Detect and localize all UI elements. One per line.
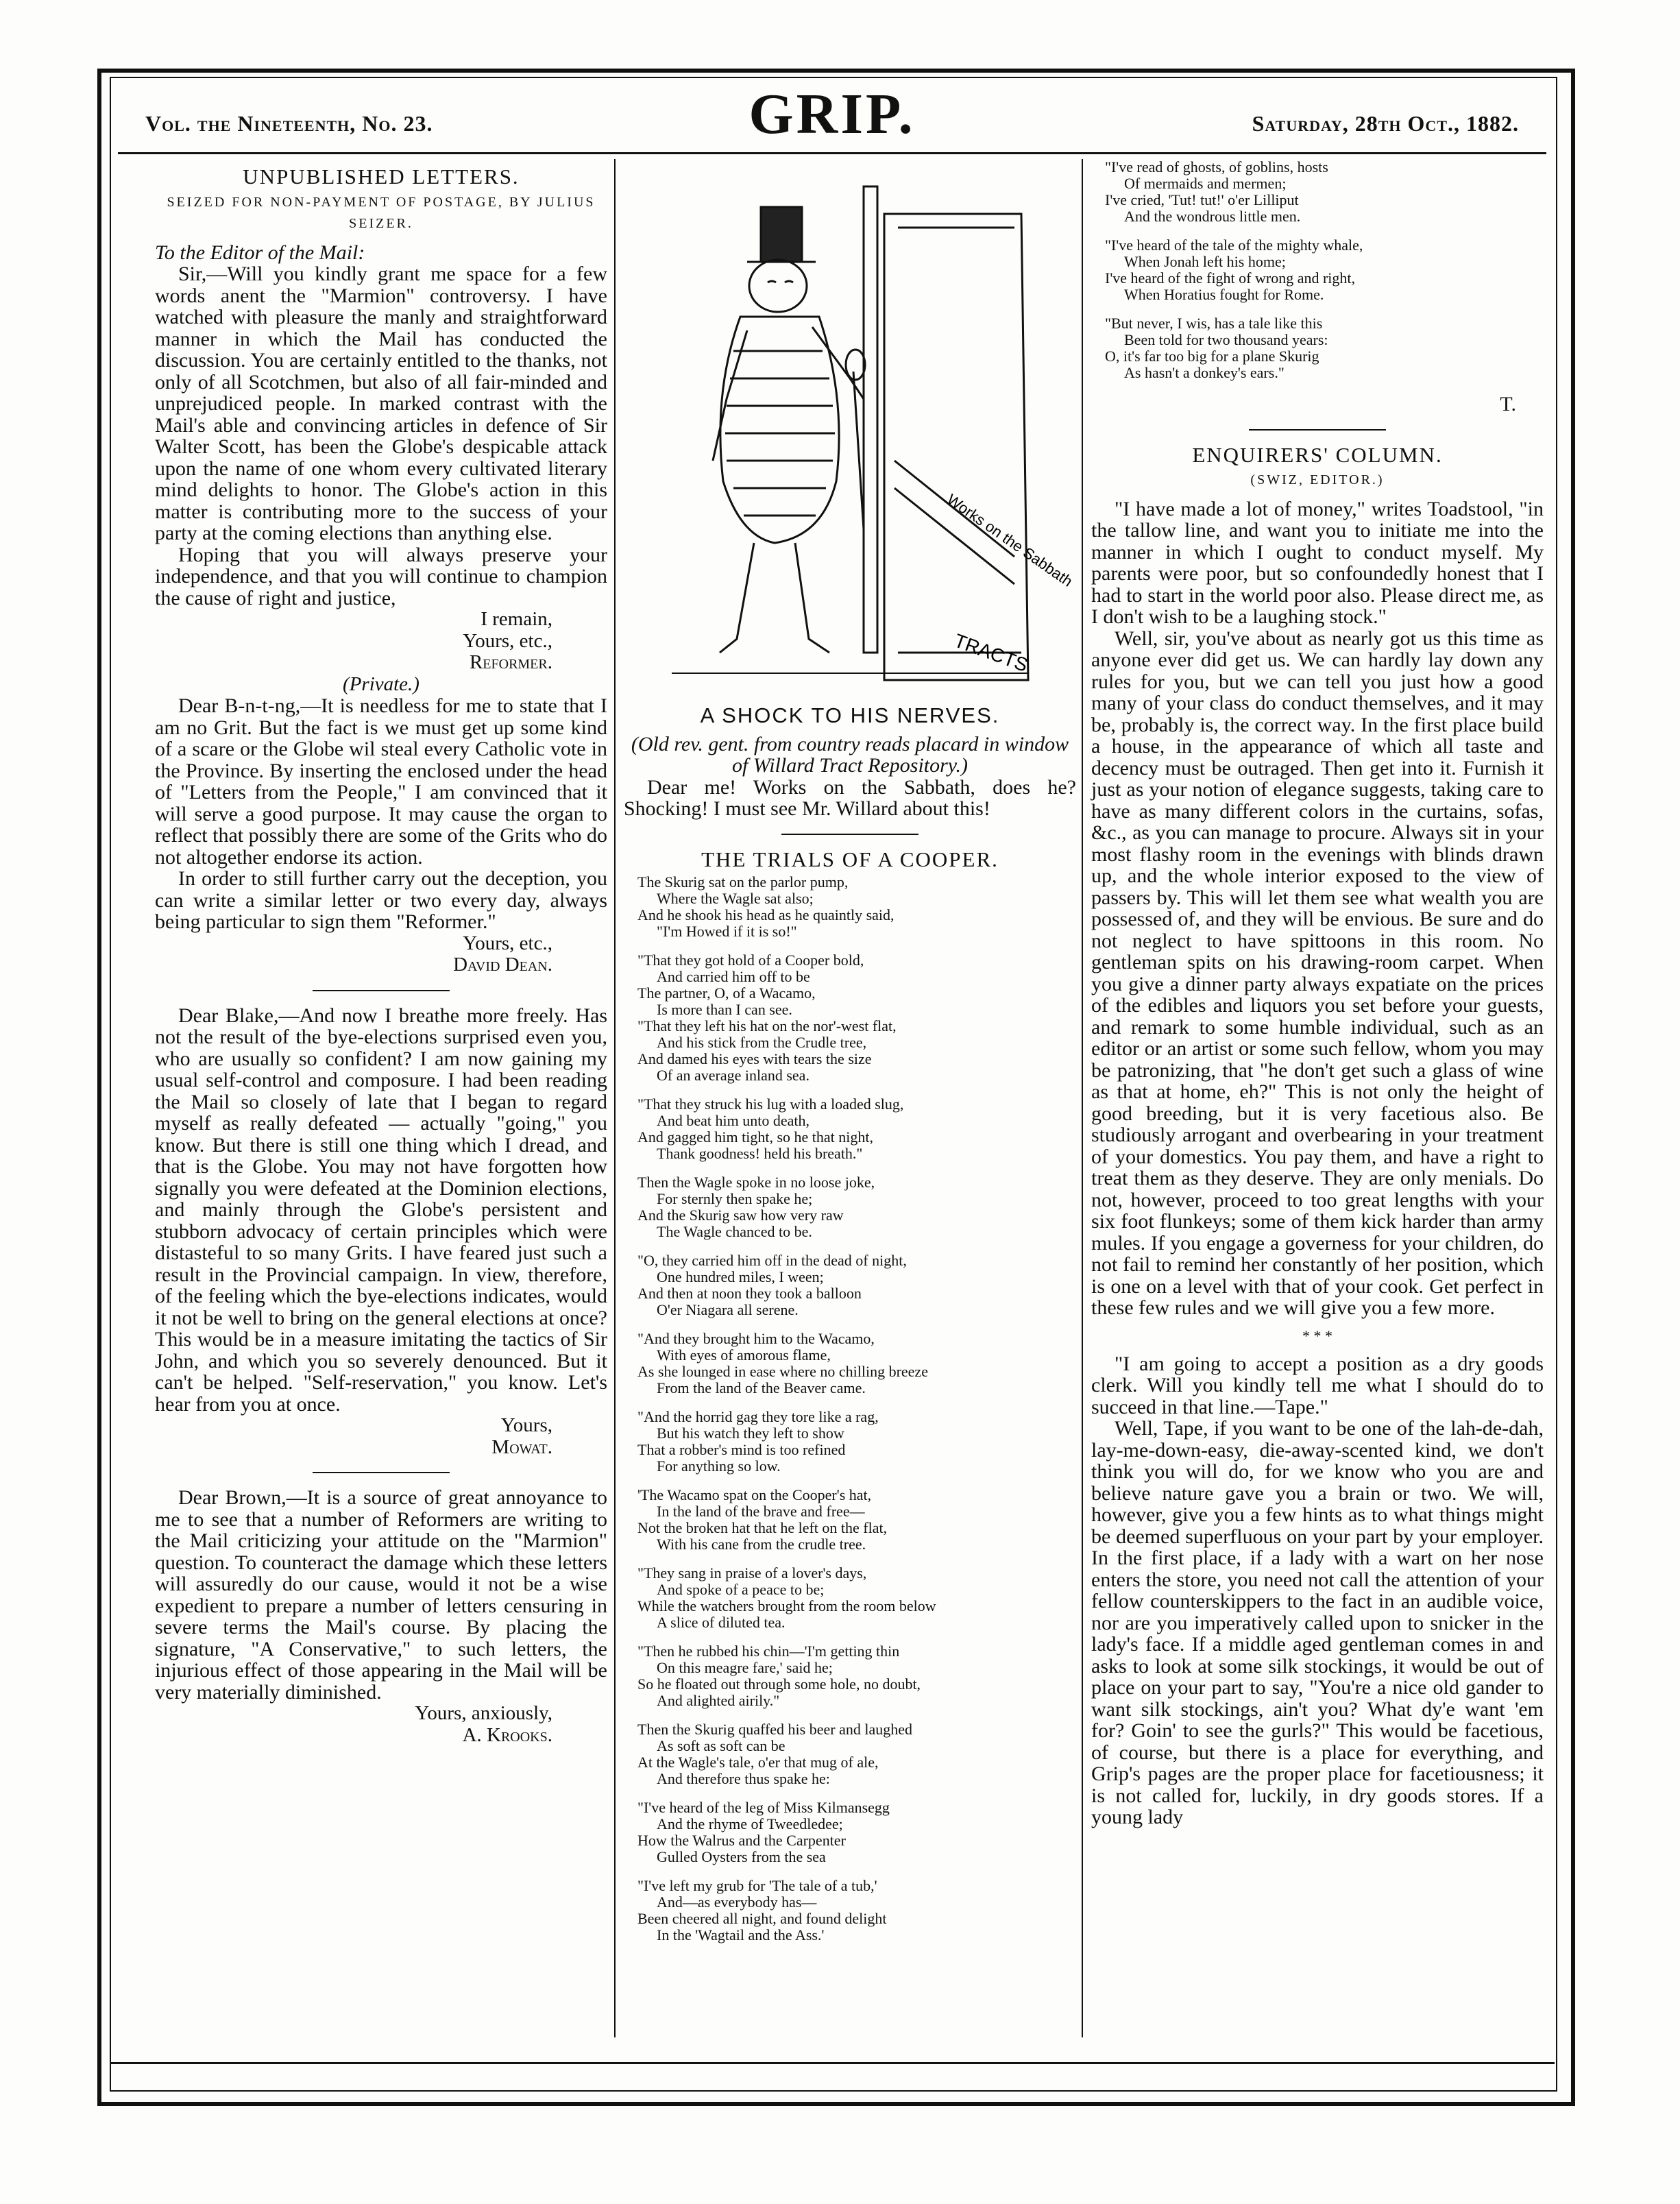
poem-line: And damed his eyes with tears the size: [637, 1050, 872, 1067]
poem-line: In the land of the brave and free—: [657, 1503, 865, 1520]
salutation: To the Editor of the Mail:: [155, 241, 365, 264]
page-bottom-rule: [110, 2062, 1555, 2064]
poem-line: The Skurig sat on the parlor pump,: [637, 873, 849, 891]
poem-line: When Horatius fought for Rome.: [1124, 286, 1324, 303]
answer-text: Well, sir, you've about as nearly got us this time as anyone ever did get us. We can hardly lay down any rules for you, but we can tell you just how a good many of your class do conduct themselves, and it may be, probably is, the correct way. In the first place build a house, in the appearance of which all taste and decency must be outraged. Then get into it. Furnish it just as your notion of elegance suggests, taking care to have as many different colors in the curtains, sofas, &c., as you can manage to procure. Always sit in your most flashy room in the evenings with blinds drawn up, and the whole interior exposed to the view of passers by. This will let them see what wealth you are possessed of, and they will be envious. Be sure and do not neglect to have spittoons in this room. No gentleman spits on his drawing-room carpet. When you give a dinner party always expatiate on the prices of the edibles and liquors you set before your guests, and remark to some humble individual, such as an editor or an artist or some such fellow, whom you may be patronizing, that "he don't get such a glass of wine as that at home, eh?" This is not only the height of good breeding, but it is very facetious also. Be studiously arrogant and overbearing in your treatment of your domestics. You pay them, and have a right to treat them as they deserve. They are only menials. Do not, however, proceed to too great lengths with your six foot flunkeys; some of them kick harder than army mules. If you engage a governess for your children, do not fail to remind her constantly of her position, which is one on a level with that of your cook. Get perfect in these few rules and we will give you a few more.: [1091, 627, 1544, 1319]
poem: [637, 874, 1076, 1943]
answer-text: Well, Tape, if you want to be one of the lah-de-dah, lay-me-down-easy, die-away-scented kind, we don't think you will do, for we know who you are and believe nature gave you a brain or two. We will, however, give you a few hints as to what things might be deemed superfluous on your part by your employer. In the first place, if a lady with a wart on her nose enters the store, you need not call the attention of your fellow counterskippers to the fact in an audible voice, nor are you imperatively called upon to snicker in the lady's face. If a middle aged gentleman comes in and asks to look at some silk stockings, it would be out of place on your part to say, "You're a nice old gander to want silk stockings, ain't you? What dy'e want 'em for? Goin' to see the gurls?" This would be facetious, of course, but there is a place for everything, and Grip's pages are the proper place for facetiousness; it is not called for, luckily, in dry goods stores. If a young lady: [1091, 1417, 1544, 1828]
poem-line: And therefore thus spake he:: [657, 1770, 830, 1787]
poem-line: And his stick from the Crudle tree,: [657, 1034, 867, 1051]
letter-body: In order to still further carry out the deception, you can write a similar letter or two every day, always being particular to sign them "Reformer.": [155, 867, 607, 933]
poem-line: "They sang in praise of a lover's days,: [637, 1564, 867, 1582]
poem-line: Is more than I can see.: [657, 1001, 792, 1018]
letter-signature: Mowat.: [491, 1436, 552, 1458]
poem-stanza: [637, 1721, 1076, 1787]
poem-line: And the rhyme of Tweedledee;: [657, 1815, 843, 1832]
poem-line: Then the Skurig quaffed his beer and laughed: [637, 1721, 912, 1738]
poem-line: As she lounged in ease where no chilling breeze: [637, 1363, 928, 1380]
poem-title: THE TRIALS OF A COOPER.: [701, 847, 999, 871]
poem-line: And gagged him tight, so he that night,: [637, 1128, 874, 1146]
poem-line: Then the Wagle spoke in no loose joke,: [637, 1174, 875, 1191]
letter-signature: Reformer.: [469, 651, 552, 673]
poem-line: "I've left my grub for 'The tale of a tub,': [637, 1877, 877, 1894]
letter-close: Yours, etc.,: [463, 932, 552, 954]
poem-line: While the watchers brought from the room below: [637, 1597, 936, 1614]
poem-signature: T.: [1500, 393, 1516, 415]
column-heading: ENQUIRERS' COLUMN.: [1192, 442, 1443, 467]
poem-line: For anything so low.: [657, 1457, 781, 1475]
poem-line: On this meagre fare,' said he;: [657, 1659, 833, 1676]
poem-line: Of mermaids and mermen;: [1124, 175, 1287, 192]
newspaper-title: GRIP.: [748, 82, 916, 146]
poem-line: One hundred miles, I ween;: [657, 1268, 824, 1285]
letter-signature: David Dean.: [453, 954, 552, 976]
letter-close: Yours, etc.,: [463, 629, 552, 652]
poem-line: O'er Niagara all serene.: [657, 1301, 799, 1318]
letter-signature: A. Krooks.: [462, 1723, 552, 1746]
poem-stanza: [637, 1643, 1076, 1709]
cartoon-sign-text: Works on the Sabbath: [944, 490, 1076, 590]
column-rule-2: [1082, 159, 1083, 2037]
poem-line: A slice of diluted tea.: [657, 1614, 786, 1631]
poem-line: As hasn't a donkey's ears.": [1124, 364, 1285, 381]
poem-line: Been told for two thousand years:: [1124, 331, 1328, 348]
poem-stanza: [637, 1409, 1076, 1475]
caption-text: Dear me! Works on the Sabbath, does he? Shocking! I must see Mr. Willard about this!: [624, 775, 1076, 820]
cartoon-sign-tracts: TRACTS: [951, 629, 1031, 676]
poem-line: And then at noon they took a balloon: [637, 1285, 862, 1302]
poem-line: The partner, O, of a Wacamo,: [637, 984, 816, 1002]
column-rule-1: [614, 159, 616, 2037]
poem-line: At the Wagle's tale, o'er that mug of ale,: [637, 1754, 879, 1771]
poem-stanza: [637, 1565, 1076, 1631]
masthead-rule: [118, 152, 1546, 154]
letter-body: Hoping that you will always preserve your independence, and that you will continue to champion the cause of right and justice,: [155, 543, 607, 609]
enquiry-text: "I am going to accept a position as a dry goods clerk. Will you kindly tell me what I should do to succeed in that line.—Tape.": [1091, 1352, 1544, 1418]
poem-stanza: [637, 1878, 1076, 1943]
column-1: [155, 159, 607, 2037]
caption-note: (Old rev. gent. from country reads placard in window of Willard Tract Repository.): [631, 732, 1069, 777]
poem-line: "That they left his hat on the nor'-west flat,: [637, 1017, 897, 1034]
column-subheading: (SWIZ, EDITOR.): [1250, 472, 1385, 487]
poem-line: And beat him unto death,: [657, 1112, 810, 1129]
poem-line: With eyes of amorous flame,: [657, 1346, 831, 1364]
cartoon-illustration: [658, 173, 1076, 694]
poem-line: And the Skurig saw how very raw: [637, 1207, 844, 1224]
poem-stanza: [637, 874, 1076, 940]
poem-line: Gulled Oysters from the sea: [657, 1848, 826, 1865]
poem-line: "And they brought him to the Wacamo,: [637, 1330, 875, 1347]
poem-line: And spoke of a peace to be;: [657, 1581, 825, 1598]
poem-line: I've cried, 'Tut! tut!' o'er Lilliput: [1105, 191, 1299, 208]
poem-line: And carried him off to be: [657, 968, 810, 985]
poem-line: But his watch they left to show: [657, 1425, 844, 1442]
poem-line: And—as everybody has—: [657, 1893, 817, 1911]
poem-line: Thank goodness! held his breath.": [657, 1145, 863, 1162]
poem-line: For sternly then spake he;: [657, 1190, 813, 1207]
poem-line: In the 'Wagtail and the Ass.': [657, 1926, 825, 1943]
poem-line: From the land of the Beaver came.: [657, 1379, 866, 1396]
poem-stanza: [637, 1331, 1076, 1396]
poem-line: I've heard of the fight of wrong and right,: [1105, 269, 1356, 287]
divider: [313, 1472, 450, 1473]
private-label: (Private.): [343, 673, 419, 695]
letter-close: Yours,: [500, 1414, 552, 1436]
poem-line: 'The Wacamo spat on the Cooper's hat,: [637, 1486, 872, 1503]
divider: [781, 834, 918, 835]
poem-line: "I've read of ghosts, of goblins, hosts: [1105, 158, 1328, 175]
poem-line: "That they struck his lug with a loaded slug,: [637, 1095, 904, 1113]
letter-body: Dear Brown,—It is a source of great annoyance to me to see that a number of Reformers are writing to the Mail criticizing your attitude on the "Marmion" question. To counteract the damage which these letters will assuredly do our cause, would it not be a wise expedient to prepare a number of letters censuring in severe terms the Mail's course. By placing the signature, "A Conservative," to such letters, the injurious effect of those appearing in the Mail will be very materially diminished.: [155, 1486, 607, 1704]
poem-line: "But never, I wis, has a tale like this: [1105, 315, 1323, 332]
masthead: [118, 81, 1546, 156]
poem-stanza: [637, 1252, 1076, 1318]
poem-line: As soft as soft can be: [657, 1737, 786, 1754]
poem-line: So he floated out through some hole, no doubt,: [637, 1675, 921, 1693]
issue-date: Saturday, 28th Oct., 1882.: [1252, 111, 1519, 136]
article-heading: UNPUBLISHED LETTERS.: [243, 165, 520, 189]
poem-line: "That they got hold of a Cooper bold,: [637, 952, 864, 969]
poem-stanza: [637, 1174, 1076, 1240]
poem-line: The Wagle chanced to be.: [657, 1223, 812, 1240]
poem-line: Where the Wagle sat also;: [657, 890, 814, 907]
poem-stanza: [637, 1487, 1076, 1553]
divider: [313, 990, 450, 991]
poem-line: When Jonah left his home;: [1124, 253, 1286, 270]
poem-line: And alighted airily.": [657, 1692, 780, 1709]
column-3: [1091, 159, 1544, 2037]
poem-stanza: [1105, 315, 1544, 381]
poem-line: "I've heard of the leg of Miss Kilmansegg: [637, 1799, 890, 1816]
poem-line: And the wondrous little men.: [1124, 208, 1301, 225]
letter-close: I remain,: [480, 608, 552, 630]
article-subheading: SEIZED FOR NON-PAYMENT OF POSTAGE, BY JULIUS SEIZER.: [167, 194, 596, 231]
poem-line: "Then he rubbed his chin—'I'm getting thin: [637, 1643, 900, 1660]
poem-stanza: [1105, 159, 1544, 225]
letter-body: Dear B-n-t-ng,—It is needless for me to state that I am no Grit. But the fact is we must get up some kind of a scare or the Globe wil steal every Catholic vote in the Province. By inserting the enclosed under the head of "Letters from the People," I am convinced that it will serve a good purpose. It may cause the organ to reflect that possibly there are some of the Grits who do not altogether endorse its action.: [155, 694, 607, 869]
letter-body: Sir,—Will you kindly grant me space for a few words anent the "Marmion" controversy. I have watched with pleasure the manly and straightforward manner in which the Mail has conducted the discussion. You are certainly entitled to the thanks, not only of all Scotchmen, but also of all fair-minded and unprejudiced people. In marked contrast with the Mail's able and convincing articles in defence of Sir Walter Scott, has been the Globe's despicable attack upon the name of one whom every cultivated literary mind delights to honor. The Globe's action in this matter is contributing more to the success of your party at the coming elections than anything else.: [155, 263, 607, 544]
poem-line: O, it's far too big for a plane Skurig: [1105, 348, 1319, 365]
poem-stanza: [1105, 237, 1544, 303]
poem-line: "And the horrid gag they tore like a rag,: [637, 1408, 879, 1425]
poem-stanza: [637, 1800, 1076, 1865]
poem-stanza: [637, 952, 1076, 1084]
letter-close: Yours, anxiously,: [415, 1702, 552, 1724]
poem-line: How the Walrus and the Carpenter: [637, 1832, 846, 1849]
poem-line: That a robber's mind is too refined: [637, 1441, 846, 1458]
poem-line: "O, they carried him off in the dead of night,: [637, 1252, 907, 1269]
poem-line: Of an average inland sea.: [657, 1067, 809, 1084]
letter-body: Dear Blake,—And now I breathe more freely. Has not the result of the bye-elections surprised even you, who are usually so confident? I am now gaining my usual self-control and composure. I had been reading the Mail so closely of late that I began to regard myself as really defeated — actually "going," you know. But there is still one thing which I dread, and that is the Globe. You may not have forgotten how signally you were defeated at the Dominion elections, and mainly through the Globe's persistent and stubborn advocacy of certain principles which were distasteful to so many Grits. I have feared just such a result in the Provincial campaign. In view, therefore, of the feeling which the bye-elections indicates, would it not be well to bring on the general elections at once? This would be in a measure imitating the tactics of Sir John, and which you so severely denounced. But it can't be helped. "Self-reservation," you know. Let's hear from you at once.: [155, 1004, 607, 1416]
enquiry-text: "I have made a lot of money," writes Toadstool, "in the tallow line, and want you to initiate me into the manner in which I ought to conduct myself. My parents were poor, but so confoundedly honest that I had to start in the world poor also. Please direct me, as I don't wish to be a laughing stock.": [1091, 497, 1544, 628]
column-2: [624, 159, 1076, 2037]
poem-line: "I've heard of the tale of the mighty whale,: [1105, 237, 1363, 254]
poem-line: With his cane from the crudle tree.: [657, 1536, 866, 1553]
poem-stanza: [637, 1096, 1076, 1162]
divider: [1249, 429, 1386, 431]
poem-line: "I'm Howed if it is so!": [657, 923, 797, 940]
poem-line: Been cheered all night, and found delight: [637, 1910, 887, 1927]
section-stars: * * *: [1302, 1327, 1332, 1344]
poem-continued: [1105, 159, 1544, 381]
volume-label: Vol. the Nineteenth, No. 23.: [145, 111, 433, 136]
poem-line: Not the broken hat that he left on the flat,: [637, 1519, 888, 1536]
cartoon-caption: A SHOCK TO HIS NERVES.: [700, 703, 1000, 727]
poem-line: And he shook his head as he quaintly said,: [637, 906, 894, 923]
